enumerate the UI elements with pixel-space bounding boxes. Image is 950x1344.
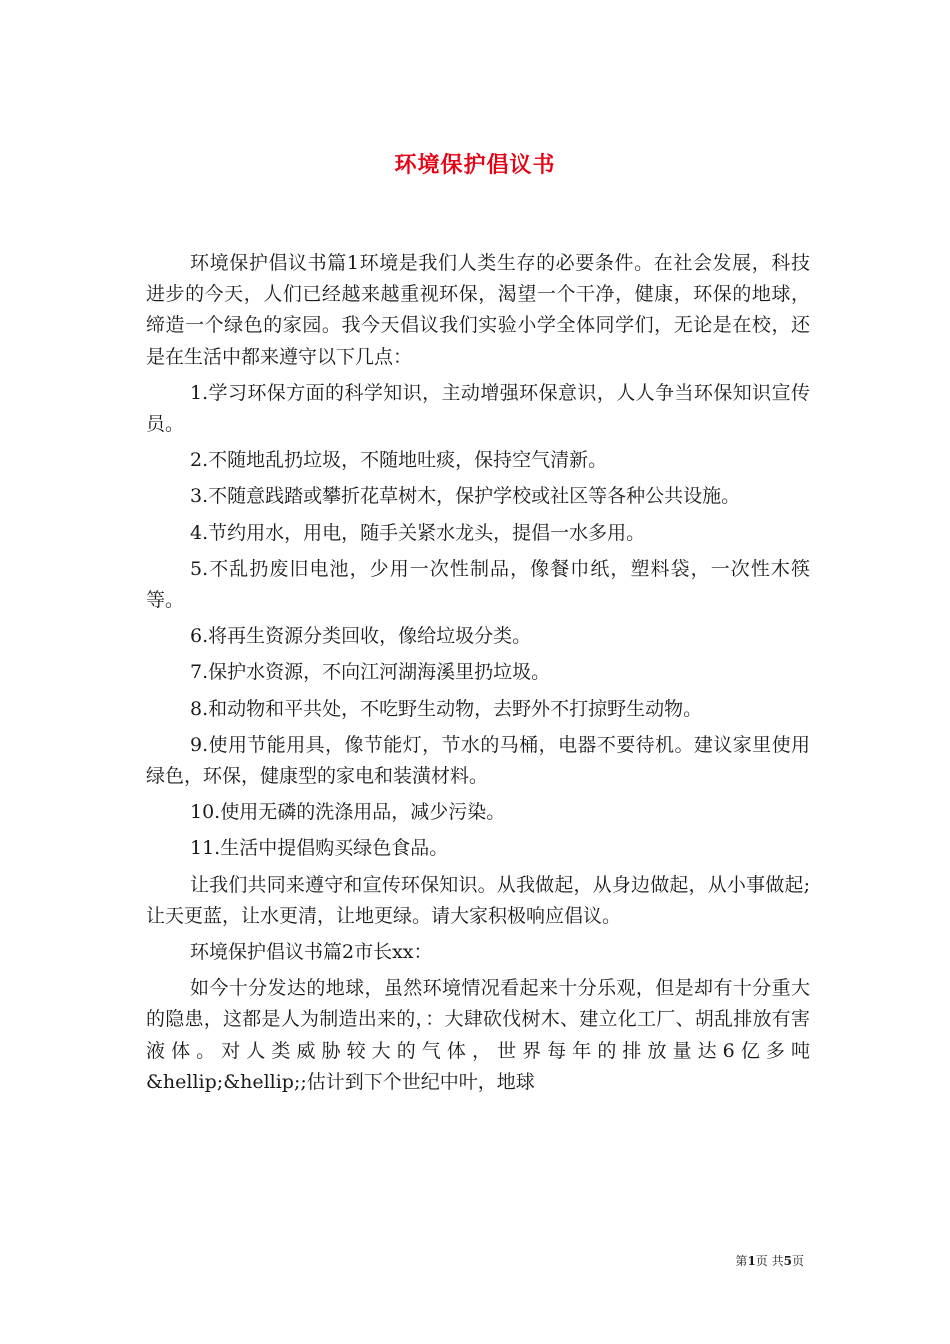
list-item-4: 4.节约用水，用电，随手关紧水龙头，提倡一水多用。: [190, 521, 646, 544]
list-item-6: 6.将再生资源分类回收，像给垃圾分类。: [190, 625, 532, 648]
footer-current-page: 1: [747, 1254, 756, 1268]
list-item-10: 10.使用无磷的洗涤用品，减少污染。: [190, 801, 506, 824]
list-item-5: 5.不乱扔废旧电池，少用一次性制品，像餐巾纸，塑料袋，一次性木筷等。: [146, 557, 810, 612]
footer-total-pages: 5: [783, 1254, 792, 1268]
footer-prefix: 第: [735, 1254, 748, 1268]
footer-suffix: 页: [791, 1254, 804, 1268]
paragraph-section-2: 如今十分发达的地球，虽然环境情况看起来十分乐观，但是却有十分重大的隐患，这都是人为制造出来的，：大肆砍伐树木、建立化工厂、胡乱排放有害液体。对人类威胁较大的气体，世界每年的排放量达6亿多吨&hellip;&hellip;;估计到下个世纪中叶，地球: [146, 977, 810, 1093]
list-item-7: 7.保护水资源，不向江河湖海溪里扔垃圾。: [190, 661, 551, 684]
section-2-heading: 环境保护倡议书篇2市长xx：: [190, 941, 433, 964]
paragraph-intro: 环境保护倡议书篇1环境是我们人类生存的必要条件。在社会发展，科技进步的今天，人们已经越来越重视环保，渴望一个干净，健康，环保的地球，缔造一个绿色的家园。我今天倡议我们实验小学全体同学们，无论是在校，还是在生活中都来遵守以下几点：: [146, 252, 810, 368]
page-title: 环境保护倡议书: [394, 151, 556, 178]
list-item-1: 1.学习环保方面的科学知识，主动增强环保意识，人人争当环保知识宣传员。: [146, 381, 810, 436]
list-item-8: 8.和动物和平共处，不吃野生动物，去野外不打掠野生动物。: [190, 697, 703, 720]
list-item-3: 3.不随意践踏或攀折花草树木，保护学校或社区等各种公共设施。: [190, 485, 741, 508]
paragraph-conclusion: 让我们共同来遵守和宣传环保知识。从我做起，从身边做起，从小事做起;让天更蓝，让水更清，让地更绿。请大家积极响应倡议。: [146, 873, 810, 927]
document-body: [146, 248, 810, 1103]
list-item-2: 2.不随地乱扔垃圾，不随地吐痰，保持空气清新。: [190, 449, 608, 472]
page-footer: [735, 1252, 804, 1269]
footer-middle: 页 共: [755, 1254, 784, 1268]
list-item-9: 9.使用节能用具，像节能灯，节水的马桶，电器不要待机。建议家里使用绿色，环保，健康型的家电和装潢材料。: [146, 733, 810, 788]
list-item-11: 11.生活中提倡购买绿色食品。: [190, 837, 449, 860]
